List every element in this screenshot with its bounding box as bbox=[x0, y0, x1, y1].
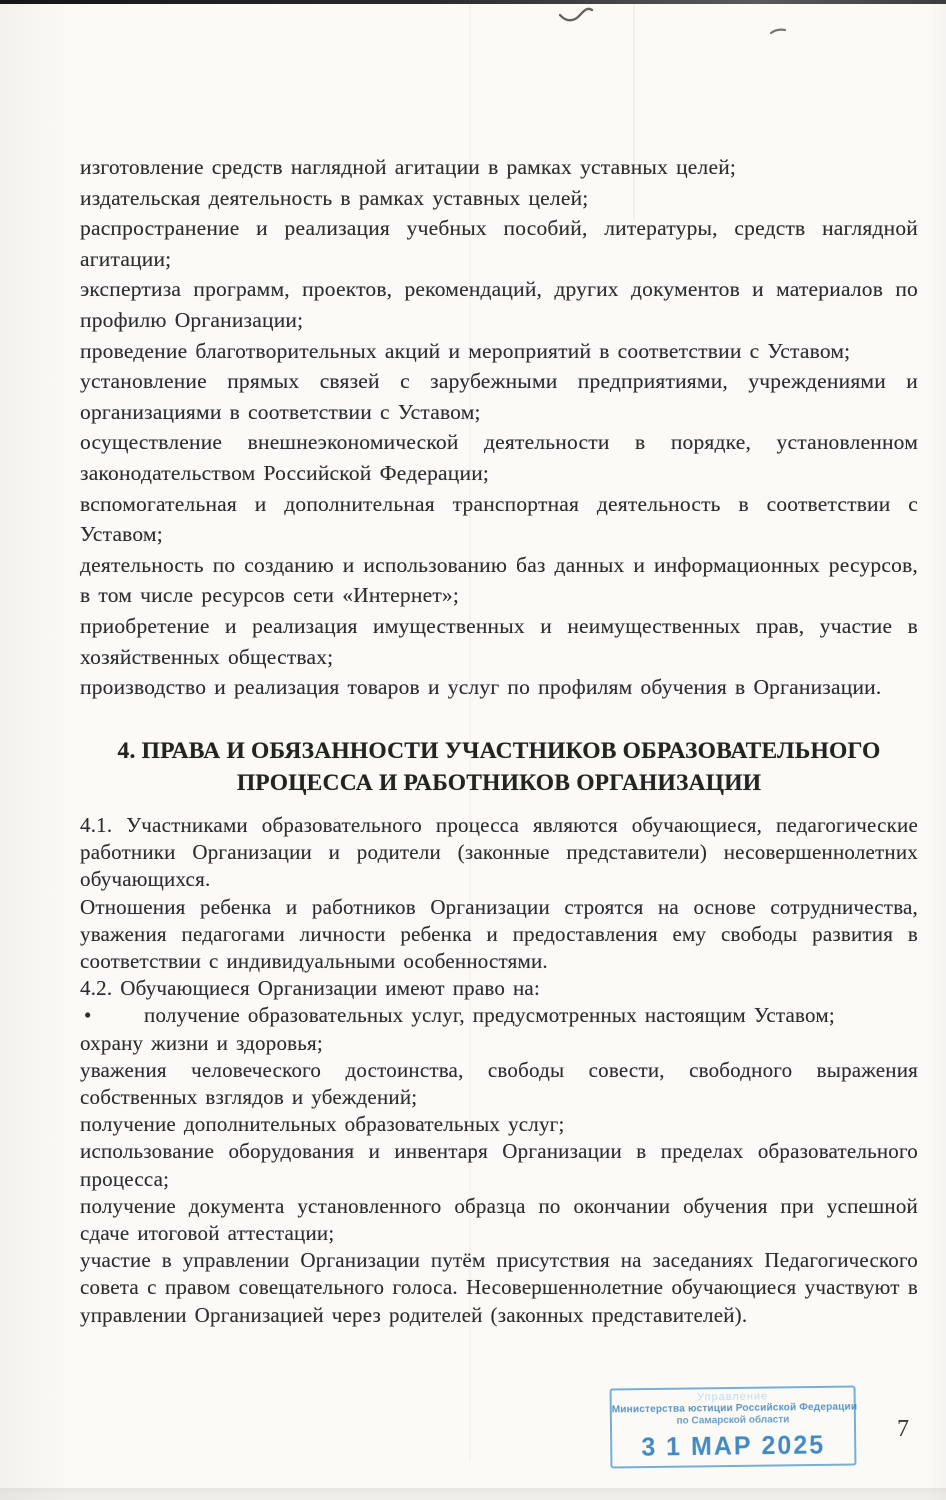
rights-item bbox=[80, 1193, 918, 1247]
rights-item-text: участие в управлении Организации путём присутствия на заседаниях Педагогического совета с правом совещательного голоса. Несовершеннолетние обучающиеся участвуют в управлении Организацией через родителей (законных представителей). bbox=[80, 1248, 918, 1327]
section-heading bbox=[80, 736, 918, 799]
activity-paragraph: деятельность по созданию и использованию баз данных и информационных ресурсов, в том числе ресурсов сети «Интернет»; bbox=[80, 552, 918, 608]
activity-paragraph: установление прямых связей с зарубежными предприятиями, учреждениями и организациями в соответствии с Уставом; bbox=[80, 369, 918, 424]
stamp-date: 3 1 МАР 2025 bbox=[641, 1430, 826, 1462]
section-body bbox=[80, 812, 918, 1329]
rights-item-text: получение образовательных услуг, предусмотренных настоящим Уставом; bbox=[144, 1003, 835, 1028]
stamp-office-line2: Министерства юстиции Российской Федерации bbox=[611, 1401, 858, 1416]
activity-paragraph: изготовление средств наглядной агитации в рамках уставных целей; bbox=[80, 155, 737, 179]
clause-paragraph: 4.1. Участниками образовательного процесса являются обучающиеся, педагогические работники Организации и родители (законные представители) несовершеннолетних обучающихся. bbox=[80, 813, 918, 892]
rights-list bbox=[80, 1002, 918, 1328]
activities-list bbox=[80, 152, 918, 703]
clause-paragraphs bbox=[80, 812, 918, 1002]
pen-checkmark-icon bbox=[558, 5, 594, 27]
registration-stamp bbox=[610, 1386, 857, 1469]
rights-item bbox=[80, 1057, 918, 1111]
rights-item-text: уважения человеческого достоинства, свободы совести, свободного выражения собственных взглядов и убеждений; bbox=[80, 1057, 918, 1110]
activity-paragraph: проведение благотворительных акций и мероприятий в соответствии с Уставом; bbox=[80, 338, 851, 363]
rights-item-text: охрану жизни и здоровья; bbox=[80, 1030, 323, 1055]
rights-item bbox=[80, 1002, 918, 1029]
activity-paragraph: распространение и реализация учебных пособий, литературы, средств наглядной агитации; bbox=[80, 216, 918, 271]
rights-item-text: получение дополнительных образовательных услуг; bbox=[80, 1112, 565, 1137]
rights-item-text: получение документа установленного образца по окончании обучения при успешной сдаче итоговой аттестации; bbox=[80, 1193, 918, 1246]
clause-paragraph: 4.2. Обучающиеся Организации имеют право на: bbox=[80, 976, 540, 1001]
activity-paragraph: производство и реализация товаров и услуг по профилям обучения в Организации. bbox=[80, 675, 882, 700]
section-heading-line2: ПРОЦЕССА И РАБОТНИКОВ ОРГАНИЗАЦИИ bbox=[236, 769, 762, 796]
bullet-marker: • bbox=[84, 1003, 92, 1028]
activity-paragraph: осуществление внешнеэкономической деятельности в порядке, установленном законодательством Российской Федерации; bbox=[80, 430, 918, 485]
activity-paragraph: вспомогательная и дополнительная транспортная деятельность в соответствии с Уставом; bbox=[80, 491, 918, 547]
activity-paragraph: экспертиза программ, проектов, рекомендаций, других документов и материалов по профилю Организации; bbox=[80, 277, 918, 332]
pen-dash-icon bbox=[769, 26, 787, 36]
section-heading-line1: 4. ПРАВА И ОБЯЗАННОСТИ УЧАСТНИКОВ ОБРАЗОВАТЕЛЬНОГО bbox=[117, 738, 881, 764]
rights-item bbox=[80, 1030, 918, 1057]
rights-item bbox=[80, 1138, 918, 1192]
stamp-office-line3: по Самарской области bbox=[676, 1414, 790, 1427]
rights-item bbox=[80, 1247, 918, 1329]
rights-item-text: использование оборудования и инвентаря Организации в пределах образовательного процесса; bbox=[80, 1139, 918, 1191]
scan-edge-bottom bbox=[0, 1488, 946, 1500]
stamp-office-line1: Управление bbox=[696, 1390, 769, 1404]
page-number: 7 bbox=[897, 1416, 909, 1442]
scan-edge-top bbox=[0, 0, 946, 4]
rights-item bbox=[80, 1111, 918, 1138]
activity-paragraph: приобретение и реализация имущественных и неимущественных прав, участие в хозяйственных обществах; bbox=[80, 613, 918, 669]
activity-paragraph: издательская деятельность в рамках уставных целей; bbox=[80, 185, 589, 210]
clause-paragraph: Отношения ребенка и работников Организации строятся на основе сотрудничества, уважения педагогами личности ребенка и предоставления ему свободы развития в соответствии с индивидуальными особенностями. bbox=[80, 894, 918, 974]
